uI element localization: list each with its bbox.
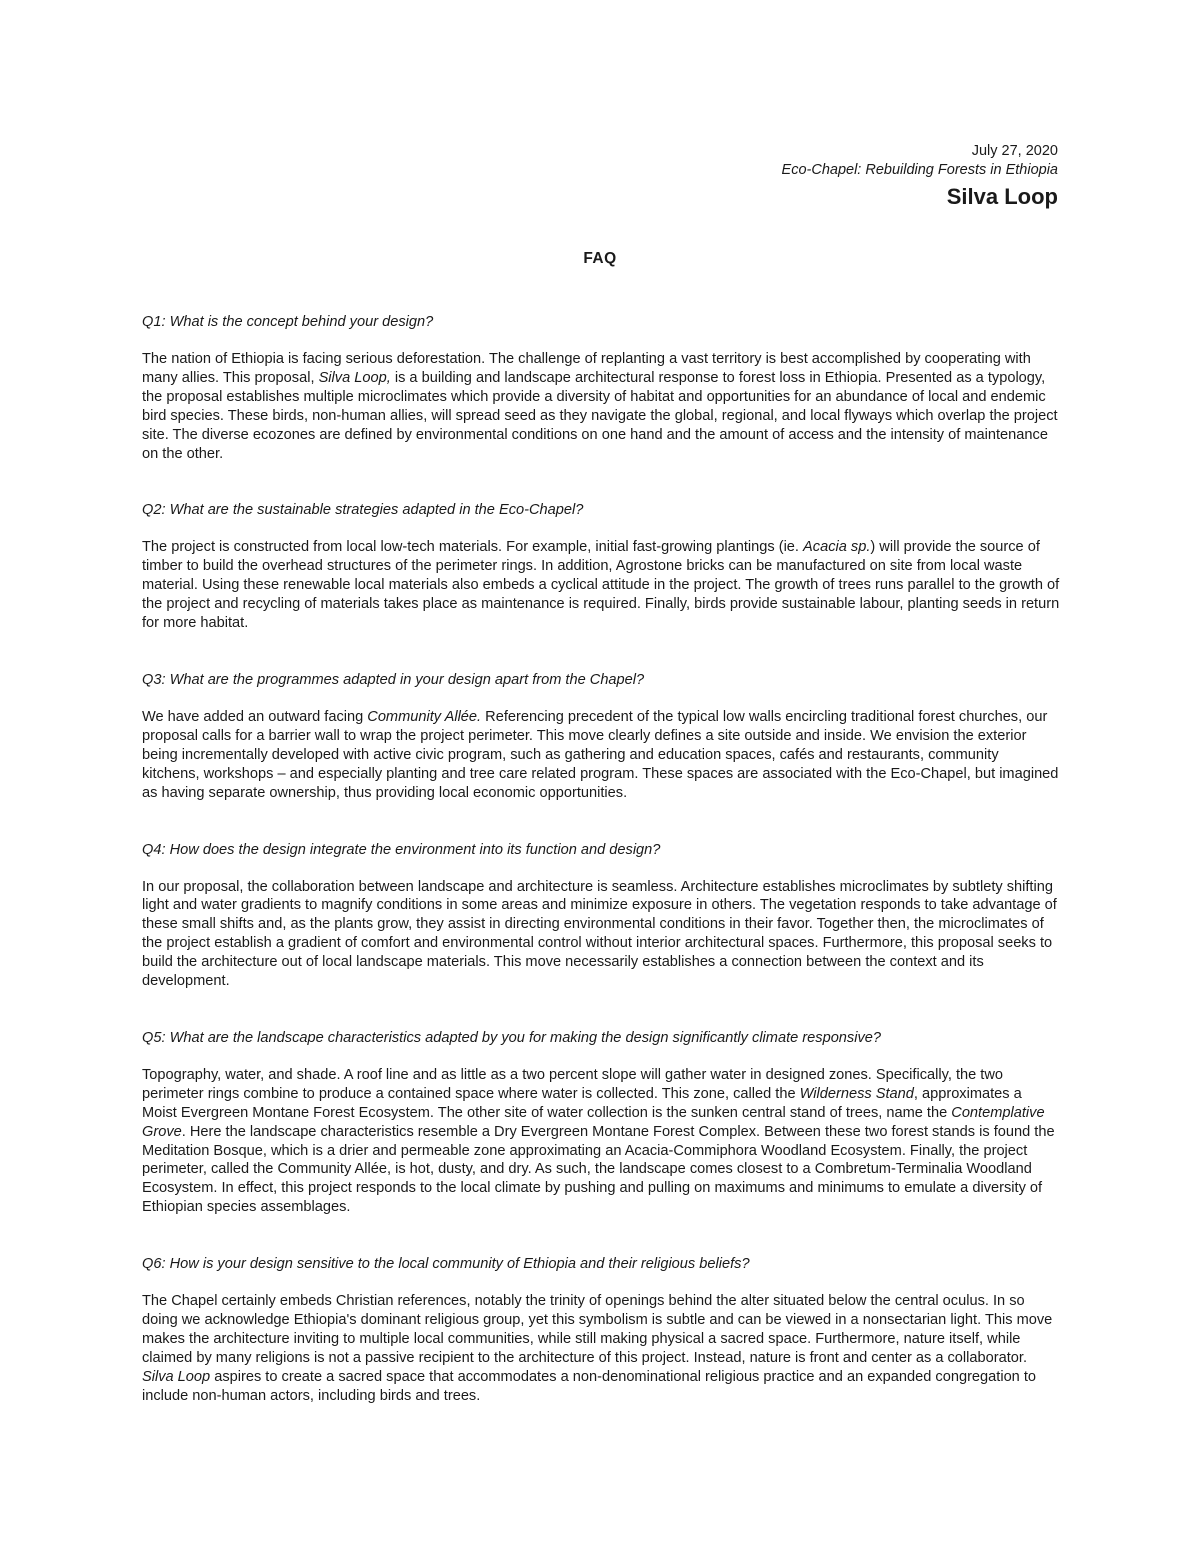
faq-answer — [142, 1066, 1060, 1217]
answer-emphasis: Wilderness Stand — [799, 1085, 914, 1102]
answer-emphasis: Silva Loop — [142, 1368, 211, 1385]
answer-text: The nation of Ethiopia is facing serious deforestation. The challenge of replanting a vast territory is best accomplished by cooperating with many allies. This proposal, — [142, 351, 1031, 386]
answer-emphasis: Community Allée. — [367, 708, 482, 725]
faq-answer — [142, 708, 1060, 803]
document-subtitle: Eco-Chapel: Rebuilding Forests in Ethiopia — [781, 162, 1058, 178]
answer-text: is a building and landscape architectural response to forest loss in Ethiopia. Presented as a typology, the proposal establishes multiple microclimates which provide a diversity of habitat and opportunities for an abundance of local and endemic bird species. These birds, non-human allies, will spread seed as they navigate the global, regional, and local flyways which overlap the project site. The diverse ecozones are defined by environmental conditions on one hand and the amount of access and the intensity of maintenance on the other. — [142, 369, 1058, 462]
answer-text: aspires to create a sacred space that accommodates a non-denominational religious practice and an expanded congregation to include non-human actors, including birds and trees. — [142, 1368, 1037, 1404]
answer-emphasis: Silva Loop, — [318, 369, 391, 386]
faq-item — [142, 841, 1060, 991]
faq-answer — [142, 878, 1060, 991]
faq-item — [142, 501, 1060, 633]
answer-text: ) will provide the source of timber to build the overhead structures of the perimeter rings. In addition, Agrostone bricks can be manufactured on site from local waste material. Using these renewable local materials also embeds a cyclical attitude in the project. The growth of trees runs parallel to the growth of the project and recycling of materials takes place as maintenance is required. Finally, birds provide sustainable labour, planting seeds in return for more habitat. — [142, 539, 1060, 632]
section-title: FAQ — [583, 250, 617, 267]
answer-text: Referencing precedent of the typical low walls encircling traditional forest churches, our proposal calls for a barrier wall to wrap the project perimeter. This move clearly defines a site outside and inside. We envision the exterior being incrementally developed with active civic program, such as gathering and education spaces, cafés and restaurants, community kitchens, workshops – and especially planting and tree care related program. These spaces are associated with the Eco-Chapel, but imagined as having separate ownership, thus providing local economic opportunities. — [142, 708, 1059, 801]
answer-text: . Here the landscape characteristics resemble a Dry Evergreen Montane Forest Complex. Between these two forest stands is found the Meditation Bosque, which is a drier and permeable zone approximating an Acacia-Commiphora Woodland Ecosystem. Finally, the project perimeter, called the Community Allée, is hot, dusty, and dry. As such, the landscape comes closest to a Combretum-Terminalia Woodland Ecosystem. In effect, this project responds to the local climate by pushing and pulling on maximums and minimums to emulate a diversity of Ethiopian species assemblages. — [142, 1123, 1055, 1216]
project-title: Silva Loop — [946, 184, 1058, 209]
faq-question: Q4: How does the design integrate the environment into its function and design? — [142, 841, 661, 858]
faq-item — [142, 313, 1060, 463]
faq-item — [142, 671, 1060, 803]
faq-question: Q3: What are the programmes adapted in your design apart from the Chapel? — [142, 671, 645, 688]
answer-text: Topography, water, and shade. A roof line and as little as a two percent slope will gather water in designed zones. Specifically, the two perimeter rings combine to produce a contained space where water is collected. This zone, called the — [142, 1066, 1003, 1102]
faq-item — [142, 1255, 1060, 1405]
faq-answer — [142, 538, 1060, 633]
faq-question: Q6: How is your design sensitive to the local community of Ethiopia and their religious beliefs? — [142, 1256, 750, 1273]
faq-question: Q2: What are the sustainable strategies adapted in the Eco-Chapel? — [142, 502, 584, 519]
answer-text: The project is constructed from local low-tech materials. For example, initial fast-growing plantings (ie. — [142, 539, 804, 556]
answer-text: The Chapel certainly embeds Christian references, notably the trinity of openings behind the alter situated below the central oculus. In so doing we acknowledge Ethiopia's dominant religious group, yet this symbolism is subtle and can be viewed in a nonsectarian light. This move makes the architecture inviting to multiple local communities, while still making physical a sacred space. Furthermore, nature itself, while claimed by many religions is not a passive recipient to the architecture of this project. Instead, nature is front and center as a collaborator. — [142, 1293, 1053, 1366]
answer-emphasis: Acacia sp. — [803, 539, 871, 556]
document-date: July 27, 2020 — [971, 143, 1058, 159]
answer-text: We have added an outward facing — [142, 708, 368, 725]
faq-list — [142, 313, 1060, 1444]
faq-answer — [142, 350, 1060, 463]
document-header — [782, 142, 1058, 212]
faq-answer — [142, 1292, 1060, 1405]
faq-question: Q1: What is the concept behind your design? — [142, 314, 434, 330]
answer-emphasis: Contemplative Grove — [142, 1104, 1045, 1140]
faq-question: Q5: What are the landscape characteristics adapted by you for making the design significantly climate responsive? — [142, 1029, 881, 1046]
answer-text: , approximates a Moist Evergreen Montane Forest Ecosystem. The other site of water collection is the sunken central stand of trees, name the — [142, 1085, 1022, 1121]
answer-text: In our proposal, the collaboration between landscape and architecture is seamless. Architecture establishes microclimates by subtlety shifting light and water gradients to magnify conditions in some areas and minimize exposure in others. The vegetation responds to take advantage of these small shifts and, as the plants grow, they assist in directing environmental conditions in their favor. Together then, the microclimates of the project establish a gradient of comfort and environmental control without interior architectural spaces. Furthermore, this proposal seeks to build the architecture out of local landscape materials. This move necessarily establishes a connection between the context and its development. — [142, 878, 1057, 990]
faq-item — [142, 1029, 1060, 1217]
